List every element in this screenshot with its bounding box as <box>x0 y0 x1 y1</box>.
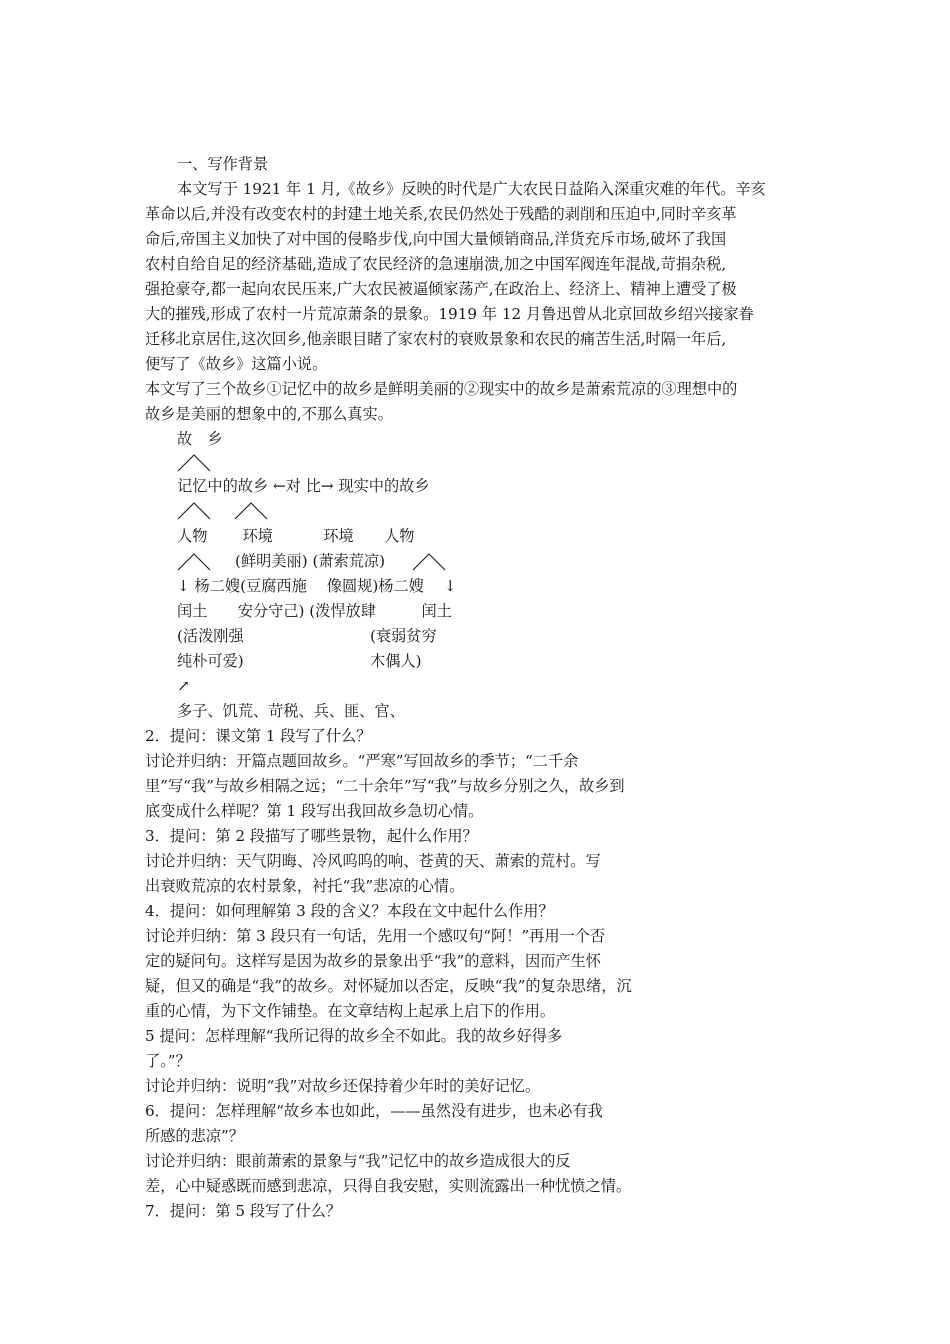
qa-line: 了。”？ <box>145 1052 191 1070</box>
diagram-root: 故 乡 <box>177 430 223 448</box>
three-hometowns-line: 故乡是美丽的想象中的,不那么真实。 <box>145 405 393 423</box>
qa-line: 底变成什么样呢？第 1 段写出我回故乡急切心情。 <box>145 802 484 820</box>
diagram-row-lively: (活泼刚强 (衰弱贫穷 <box>177 627 437 645</box>
qa-line: 3．提问：第 2 段描写了哪些景物，起什么作用？ <box>145 827 478 845</box>
qa-line: 所感的悲凉”？ <box>145 1127 244 1145</box>
branch-caret-icon <box>412 551 448 571</box>
background-paragraph-line: 命后,帝国主义加快了对中国的侵略步伐,向中国大量倾销商品,洋货充斥市场,破坏了我国 <box>145 230 727 248</box>
qa-line: 讨论并归纳：开篇点题回故乡。“严寒”写回故乡的季节；“二千余 <box>145 752 579 770</box>
diagram-row-adjectives: (鲜明美丽) (萧索荒凉) <box>215 552 386 570</box>
qa-line: 讨论并归纳：说明“我”对故乡还保持着少年时的美好记忆。 <box>145 1077 541 1095</box>
qa-line: 5 提问：怎样理解“我所记得的故乡全不如此。我的故乡好得多 <box>145 1027 563 1045</box>
qa-line: 2．提问：课文第 1 段写了什么？ <box>145 727 372 745</box>
diagram-row-yang-ersao: ↓ 杨二嫂(豆腐西施 像圆规)杨二嫂 ↓ <box>177 577 457 595</box>
diagram-causes: 多子、饥荒、苛税、兵、匪、官、 <box>177 702 405 720</box>
three-hometowns-line: 本文写了三个故乡①记忆中的故乡是鲜明美丽的②现实中的故乡是萧索荒凉的③理想中的 <box>145 380 738 398</box>
qa-line: 疑，但又的确是“我”的故乡。对怀疑加以否定，反映“我”的复杂思绪，沉 <box>145 977 632 995</box>
background-paragraph-line: 强抢豪夺,都一起向农民压来,广大农民被逼倾家荡产,在政治上、经济上、精神上遭受了极 <box>145 280 737 298</box>
qa-line: 差，心中疑惑既而感到悲凉，只得自我安慰，实则流露出一种忧愤之情。 <box>145 1177 631 1195</box>
qa-line: 出衰败荒凉的农村景象，衬托“我”悲凉的心情。 <box>145 877 465 895</box>
qa-line: 重的心情，为下文作铺垫。在文章结构上起承上启下的作用。 <box>145 1002 556 1020</box>
diagram-arrow-icon: ↗ <box>177 677 190 695</box>
diagram-row-simple: 纯朴可爱) 木偶人) <box>177 652 422 670</box>
qa-line: 6．提问：怎样理解“故乡本也如此，——虽然没有进步，也未必有我 <box>145 1102 603 1120</box>
qa-line: 4．提问：如何理解第 3 段的含义？本段在文中起什么作用？ <box>145 902 554 920</box>
branch-caret-icon <box>177 500 213 520</box>
background-paragraph-line: 便写了《故乡》这篇小说。 <box>145 355 328 373</box>
background-paragraph-line: 大的摧残,形成了农村一片荒凉萧条的景象。1919 年 12 月鲁迅曾从北京回故乡绍兴接家眷 <box>145 305 754 323</box>
section-title: 一、写作背景 <box>177 155 269 173</box>
background-paragraph-line: 本文写于 1921 年 1 月,《故乡》反映的时代是广大农民日益陷入深重灾难的年代。辛亥 <box>177 180 766 198</box>
diagram-row-people-environment: 人物 环境 环境 人物 <box>177 527 415 545</box>
qa-line: 里”写“我”与故乡相隔之远；“二十余年”写“我”与故乡分别之久，故乡到 <box>145 777 625 795</box>
qa-line: 7．提问：第 5 段写了什么？ <box>145 1202 342 1220</box>
background-paragraph-line: 迁移北京居住,这次回乡,他亲眼目睹了家农村的衰败景象和农民的痛苦生活,时隔一年后, <box>145 330 727 348</box>
background-paragraph-line: 革命以后,并没有改变农村的封建土地关系,农民仍然处于残酷的剥削和压迫中,同时辛亥革 <box>145 205 737 223</box>
qa-line: 讨论并归纳：第 3 段只有一句话，先用一个感叹句“阿！”再用一个否 <box>145 927 606 945</box>
qa-line: 定的疑问句。这样写是因为故乡的景象出乎“我”的意料，因而产生怀 <box>145 952 601 970</box>
diagram-row-runtu: 闰土 安分守己) (泼悍放肆 闰土 <box>177 602 452 620</box>
diagram-compare: 记忆中的故乡 ←对 比→ 现实中的故乡 <box>177 477 430 495</box>
qa-line: 讨论并归纳：眼前萧索的景象与“我”记忆中的故乡造成很大的反 <box>145 1152 571 1170</box>
background-paragraph-line: 农村自给自足的经济基础,造成了农民经济的急速崩溃,加之中国军阀连年混战,苛捐杂税, <box>145 255 727 273</box>
branch-caret-icon <box>177 452 213 472</box>
qa-line: 讨论并归纳：天气阴晦、冷风呜呜的响、苍黄的天、萧索的荒村。写 <box>145 852 601 870</box>
branch-caret-icon <box>234 500 270 520</box>
branch-caret-icon <box>177 551 213 571</box>
